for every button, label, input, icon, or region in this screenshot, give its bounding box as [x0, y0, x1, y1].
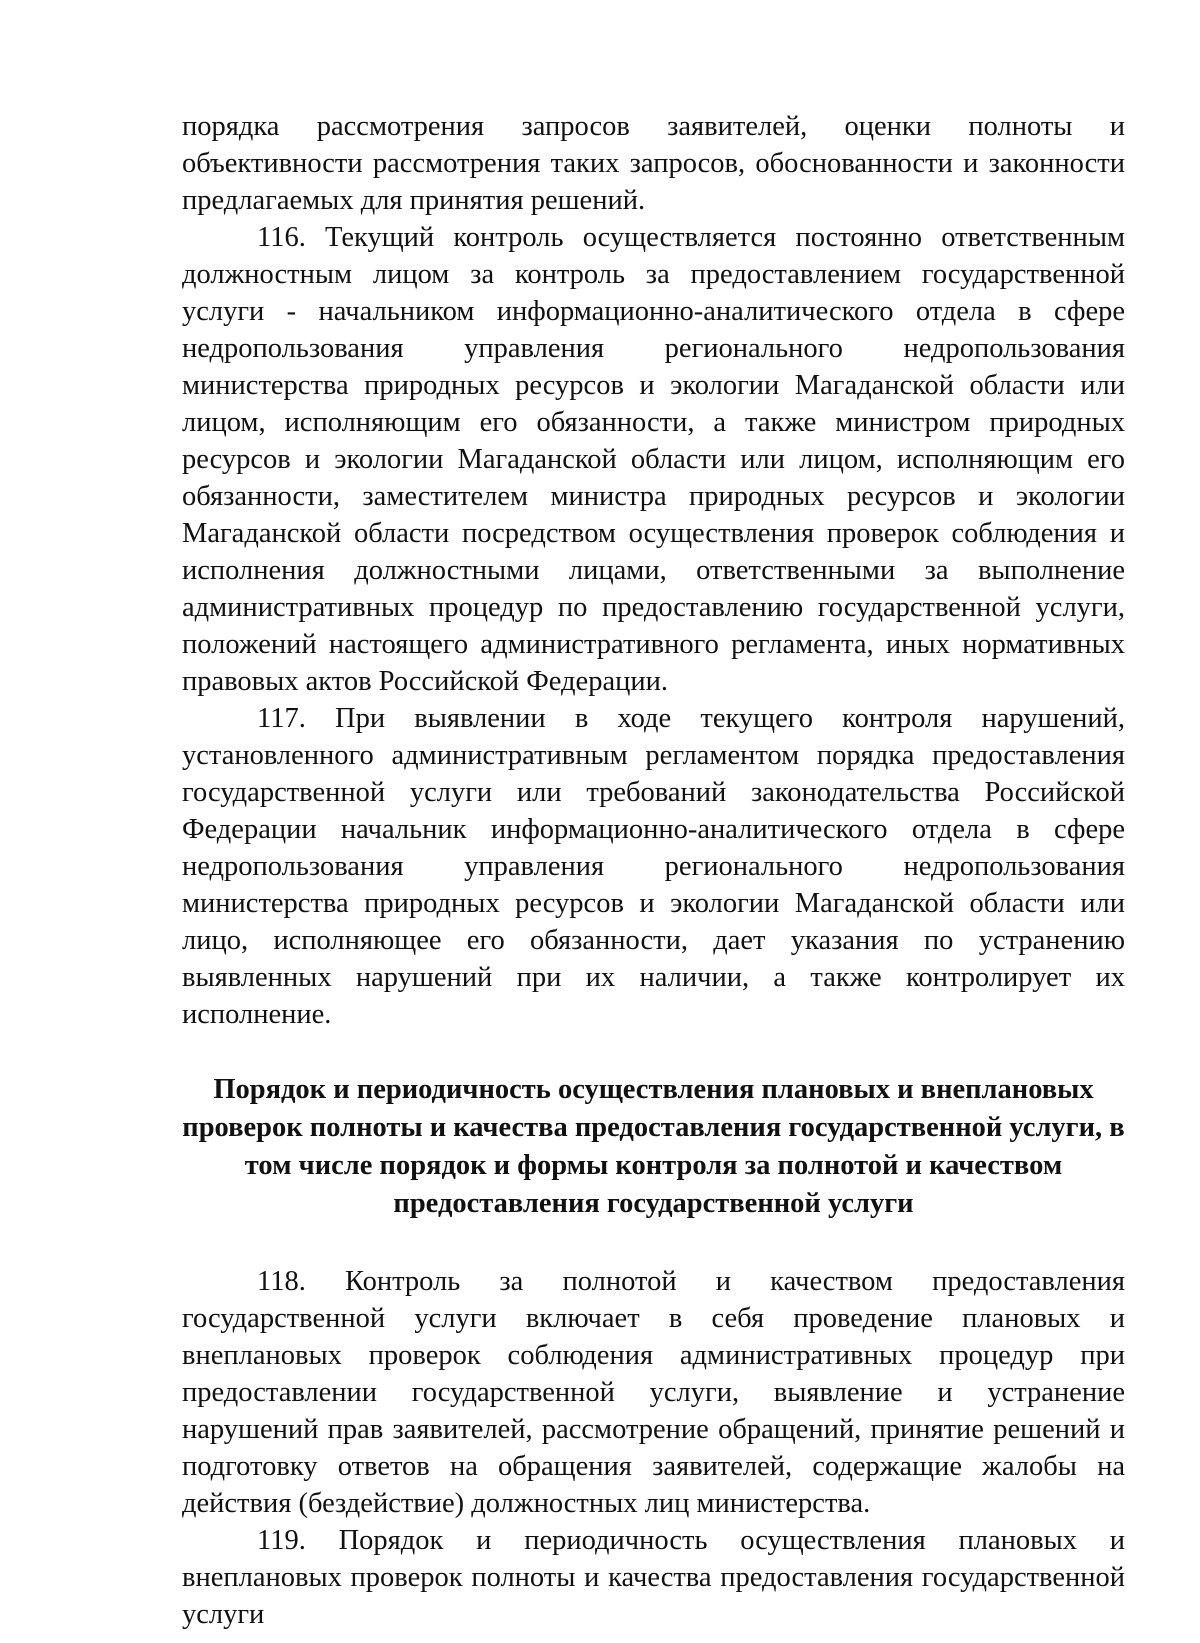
document-page	[182, 108, 1125, 1633]
spacer	[182, 1223, 1125, 1263]
paragraph-117: 117. При выявлении в ходе текущего контроля нарушений, установленного административным регламентом порядка предоставления государственной услуги или требований законодательства Российской Федерации начальник информационно-аналитического отдела в сфере недропользования управления регионального недропользования министерства природных ресурсов и экологии Магаданской области или лицо, исполняющее его обязанности, дает указания по устранению выявленных нарушений при их наличии, а также контролирует их исполнение.	[182, 703, 1125, 1030]
paragraph-116: 116. Текущий контроль осуществляется постоянно ответственным должностным лицом за контроль за предоставлением государственной услуги - начальником информационно-аналитического отдела в сфере недропользования управления регионального недропользования министерства природных ресурсов и экологии Магаданской области или лицом, исполняющим его обязанности, а также министром природных ресурсов и экологии Магаданской области или лицом, исполняющим его обязанности, заместителем министра природных ресурсов и экологии Магаданской области посредством осуществления проверок соблюдения и исполнения должностными лицами, ответственными за выполнение административных процедур по предоставлению государственной услуги, положений настоящего административного регламента, иных нормативных правовых актов Российской Федерации.	[182, 222, 1125, 697]
section-heading-line: проверок полноты и качества предоставления государственной услуги, в	[182, 1112, 1125, 1143]
section-heading	[182, 1071, 1125, 1223]
section-heading-line: том числе порядок и формы контроля за полнотой и качеством	[244, 1150, 1063, 1181]
section-heading-line: Порядок и периодичность осуществления плановых и внеплановых	[213, 1074, 1094, 1105]
paragraph-118: 118. Контроль за полнотой и качеством предоставления государственной услуги включает в себя проведение плановых и внеплановых проверок соблюдения административных процедур при предоставлении государственной услуги, выявление и устранение нарушений прав заявителей, рассмотрение обращений, принятие решений и подготовку ответов на обращения заявителей, содержащие жалобы на действия (бездействие) должностных лиц министерства.	[182, 1266, 1125, 1519]
paragraph-119: 119. Порядок и периодичность осуществления плановых и внеплановых проверок полноты и качества предоставления государственной услуги	[182, 1525, 1125, 1630]
section-heading-line: предоставления государственной услуги	[393, 1188, 914, 1219]
intro-paragraph: порядка рассмотрения запросов заявителей, оценки полноты и объективности рассмотрения таких запросов, обоснованности и законности предлагаемых для принятия решений.	[182, 111, 1125, 216]
